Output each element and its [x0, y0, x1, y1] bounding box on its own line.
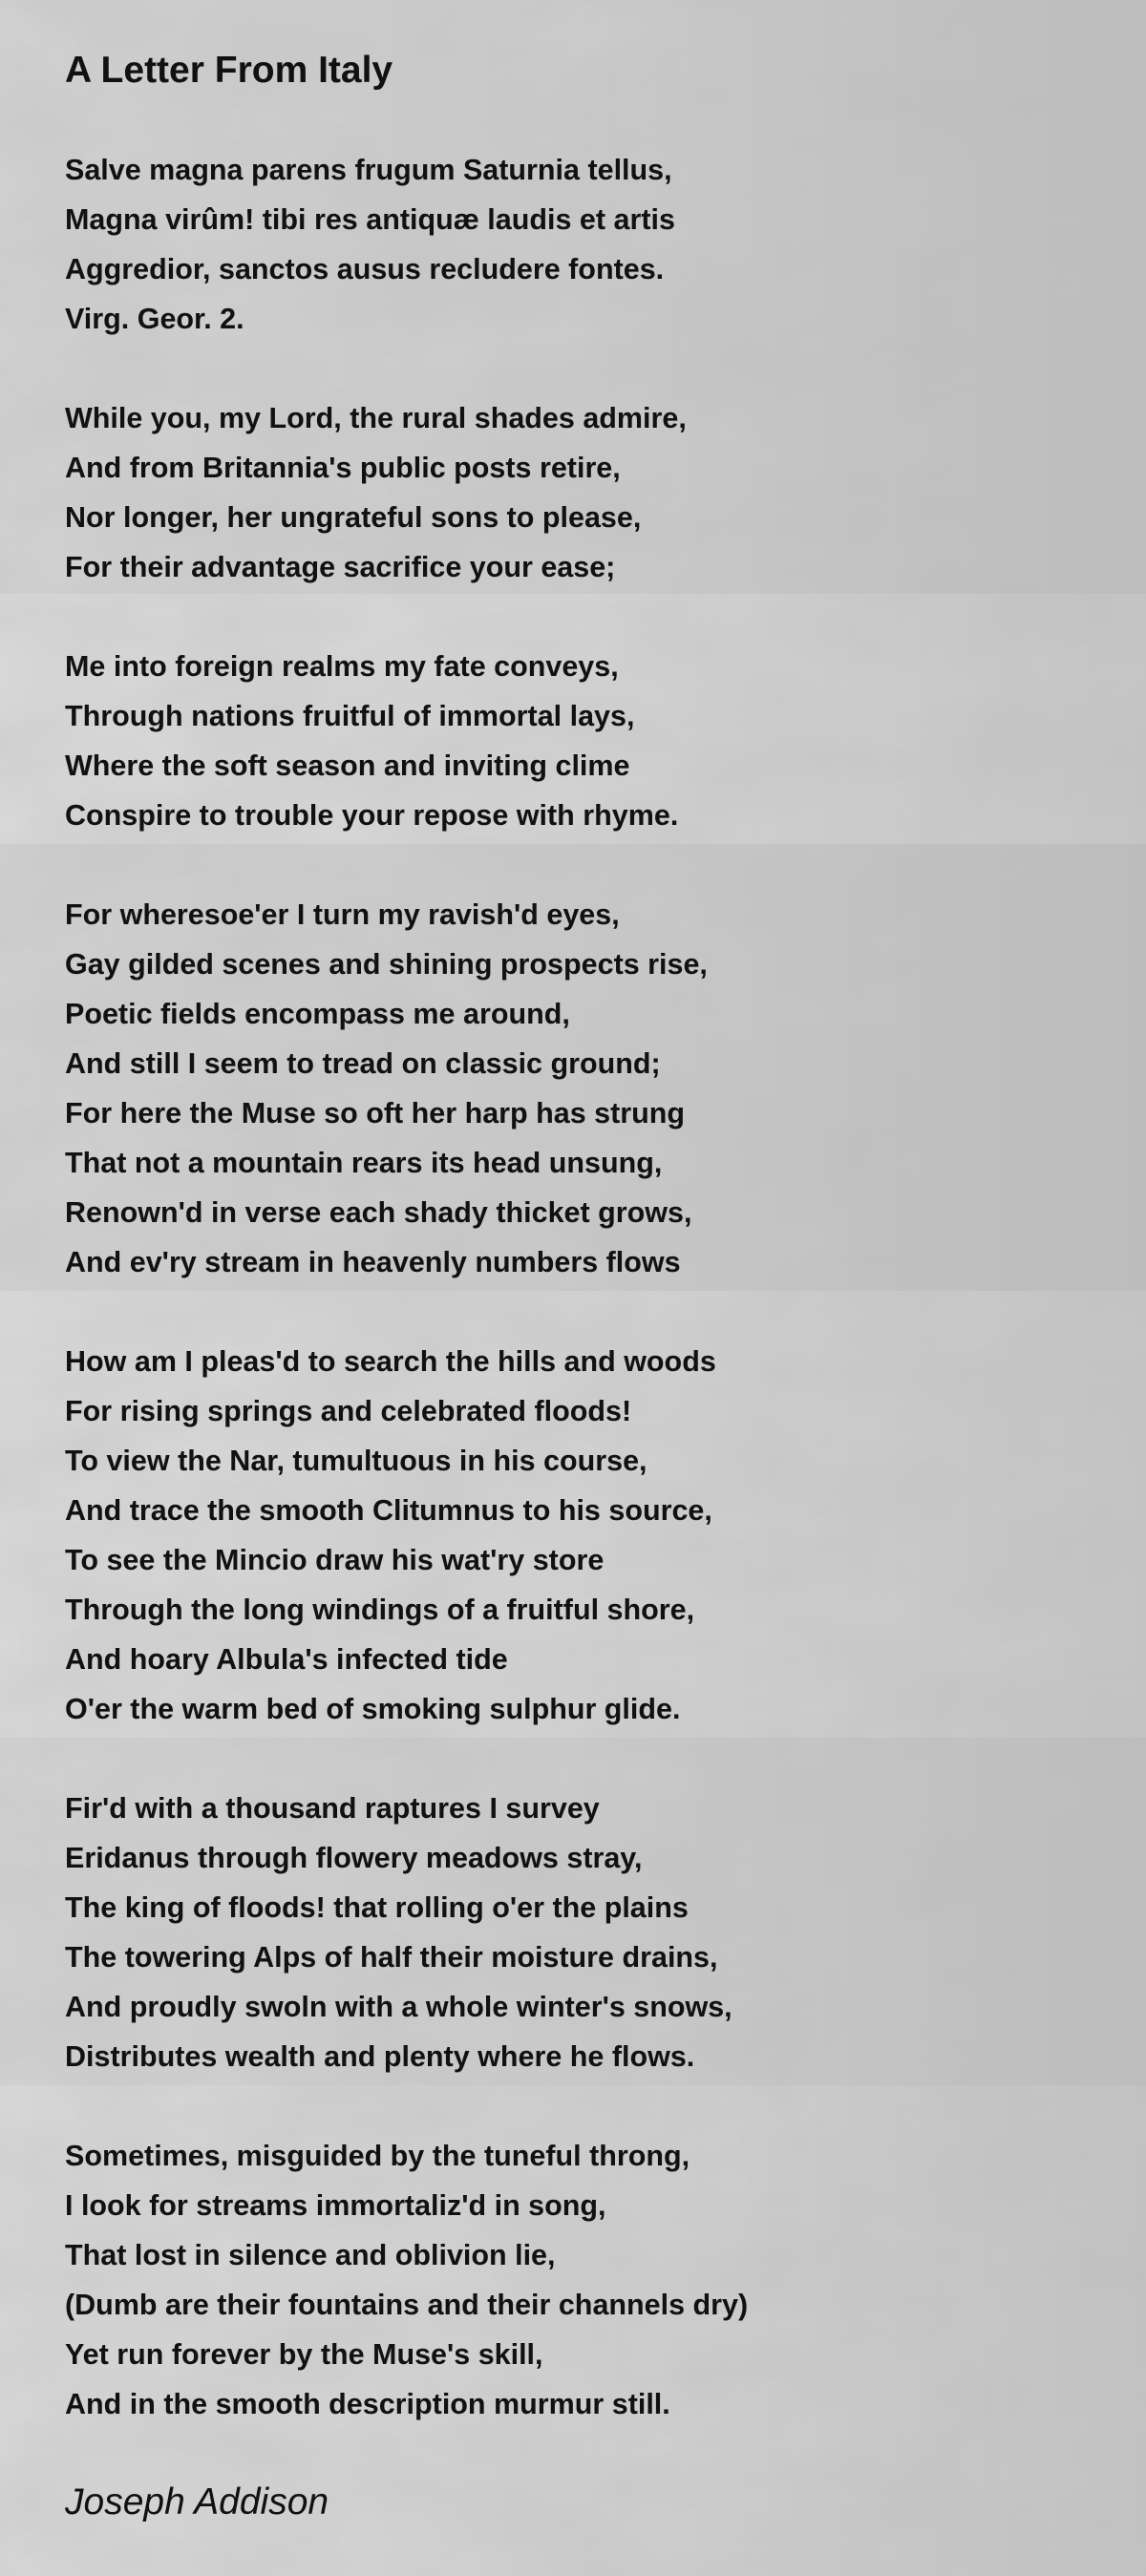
poem-line: Nor longer, her ungrateful sons to please, — [65, 501, 642, 534]
poem-line: Where the soft season and inviting clime — [65, 750, 630, 782]
poem-line: For rising springs and celebrated floods! — [65, 1395, 632, 1427]
poem-line: That not a mountain rears its head unsung, — [65, 1147, 663, 1179]
poem-line: And trace the smooth Clitumnus to his source, — [65, 1494, 712, 1527]
poem-line: O'er the warm bed of smoking sulphur glide. — [65, 1693, 681, 1725]
poem-line: (Dumb are their fountains and their channels dry) — [65, 2289, 749, 2321]
poem-line: The king of floods! that rolling o'er the plains — [65, 1891, 689, 1924]
poem-line: And in the smooth description murmur still. — [65, 2388, 670, 2420]
poem-line: How am I pleas'd to search the hills and woods — [65, 1345, 716, 1378]
poem-line: To see the Mincio draw his wat'ry store — [65, 1544, 605, 1576]
poem-line: Through nations fruitful of immortal lays, — [65, 700, 635, 732]
poem-line: For their advantage sacrifice your ease; — [65, 551, 616, 583]
poem-line: Poetic fields encompass me around, — [65, 998, 570, 1030]
poem-line: For here the Muse so oft her harp has strung — [65, 1097, 686, 1130]
poem-line: Me into foreign realms my fate conveys, — [65, 650, 619, 683]
poem-line: Yet run forever by the Muse's skill, — [65, 2338, 543, 2371]
poem-line: Conspire to trouble your repose with rhyme. — [65, 799, 679, 832]
poem-line: And still I seem to tread on classic ground; — [65, 1047, 661, 1080]
poem-line: The towering Alps of half their moisture drains, — [65, 1941, 718, 1974]
poem-line: Eridanus through flowery meadows stray, — [65, 1842, 643, 1874]
stanza-5 — [65, 1337, 1115, 1734]
stanza-4 — [65, 890, 1115, 1287]
poem-line: And ev'ry stream in heavenly numbers flows — [65, 1246, 681, 1278]
poem-title: A Letter From Italy — [65, 50, 393, 91]
poem-line: While you, my Lord, the rural shades admire, — [65, 402, 687, 434]
poem-line: And proudly swoln with a whole winter's snows, — [65, 1991, 732, 2023]
poem-line: I look for streams immortaliz'd in song, — [65, 2189, 606, 2222]
poem-line: Fir'd with a thousand raptures I survey — [65, 1792, 600, 1825]
poem-line: To view the Nar, tumultuous in his course, — [65, 1445, 647, 1477]
stanza-6 — [65, 1784, 1115, 2081]
poem-line: Renown'd in verse each shady thicket grows, — [65, 1196, 692, 1229]
poem-line: Sometimes, misguided by the tuneful throng, — [65, 2140, 690, 2172]
poem-line: And hoary Albula's infected tide — [65, 1643, 508, 1676]
poem-line: Gay gilded scenes and shining prospects rise, — [65, 948, 708, 981]
poem-line: That lost in silence and oblivion lie, — [65, 2239, 556, 2271]
poem-line: Salve magna parens frugum Saturnia tellus, — [65, 154, 672, 186]
poem-line: Through the long windings of a fruitful shore, — [65, 1594, 695, 1626]
poem-line: Virg. Geor. 2. — [65, 303, 244, 335]
poem-line: Distributes wealth and plenty where he flows. — [65, 2040, 695, 2073]
stanza-7 — [65, 2131, 1115, 2429]
poem-author: Joseph Addison — [65, 2481, 329, 2523]
stanza-2 — [65, 393, 1115, 592]
poem-line: Magna virûm! tibi res antiquæ laudis et artis — [65, 203, 675, 236]
poem-line: And from Britannia's public posts retire, — [65, 452, 621, 484]
stanza-3 — [65, 642, 1115, 840]
poem-line: Aggredior, sanctos ausus recludere fontes. — [65, 253, 665, 285]
poem-line: For wheresoe'er I turn my ravish'd eyes, — [65, 898, 620, 931]
stanza-epigraph — [65, 145, 1115, 344]
